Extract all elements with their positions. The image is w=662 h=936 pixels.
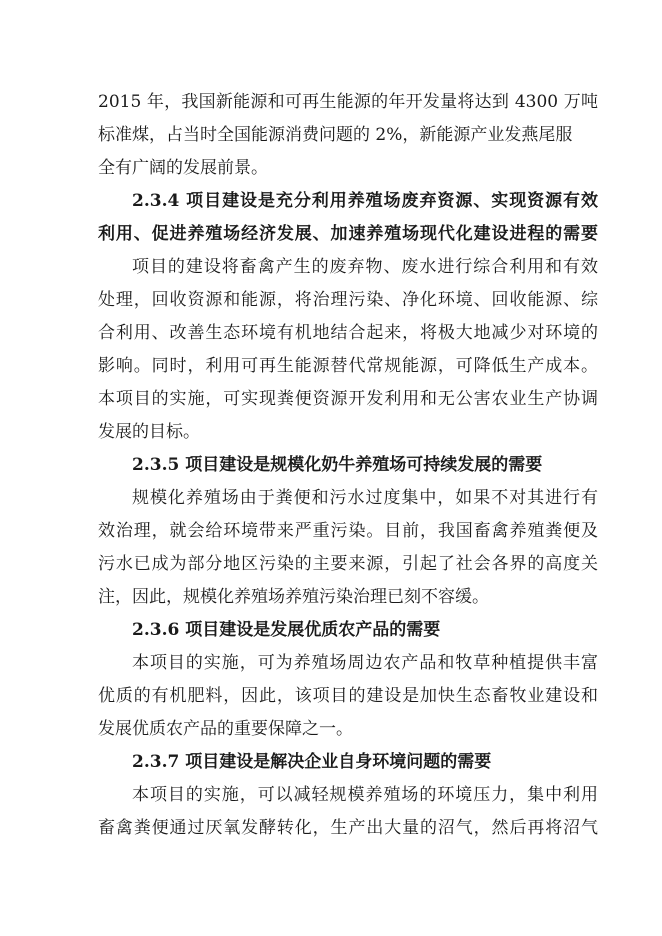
paragraph-line: 注，因此，规模化养殖场养殖污染治理已刻不容缓。 [98,587,489,607]
section-heading-line: 2.3.6 项目建设是发展优质农产品的需要 [132,620,441,640]
paragraph-line: 优质的有机肥料，因此，该项目的建设是加快生态畜牧业建设和 [98,686,598,706]
paragraph-line: 污水已成为部分地区污染的主要来源，引起了社会各界的高度关 [98,554,598,574]
paragraph-line: 合利用、改善生态环境有机地结合起来，将极大地减少对环境的 [98,323,598,343]
paragraph-line: 本项目的实施，可实现粪便资源开发利用和无公害农业生产协调 [98,389,598,409]
paragraph-line: 全有广阔的发展前景。 [98,158,268,178]
paragraph-line: 项目的建设将畜禽产生的废弃物、废水进行综合利用和有效 [132,257,598,277]
paragraph-line: 规模化养殖场由于粪便和污水过度集中，如果不对其进行有 [132,488,598,508]
section-heading-line: 2.3.5 项目建设是规模化奶牛养殖场可持续发展的需要 [132,455,543,475]
paragraph-line: 2015 年，我国新能源和可再生能源的年开发量将达到 4300 万吨 [98,92,598,112]
section-heading-line: 利用、促进养殖场经济发展、加速养殖场现代化建设进程的需要 [98,224,598,244]
paragraph-line: 处理，回收资源和能源，将治理污染、净化环境、回收能源、综 [98,290,598,310]
document-page [98,86,598,845]
paragraph-line: 畜禽粪便通过厌氧发酵转化，生产出大量的沼气，然后再将沼气 [98,818,598,838]
paragraph-line: 本项目的实施，可为养殖场周边农产品和牧草种植提供丰富 [132,653,598,673]
paragraph-line: 标准煤，占当时全国能源消费问题的 2%，新能源产业发燕尾服 [98,125,573,145]
section-heading-line: 2.3.7 项目建设是解决企业自身环境问题的需要 [132,752,492,772]
section-heading-line: 2.3.4 项目建设是充分利用养殖场废弃资源、实现资源有效 [132,191,598,211]
paragraph-line: 发展的目标。 [98,422,200,442]
paragraph-line: 发展优质农产品的重要保障之一。 [98,719,353,739]
paragraph-line: 本项目的实施，可以减轻规模养殖场的环境压力，集中利用 [132,785,598,805]
paragraph-line: 影响。同时，利用可再生能源替代常规能源，可降低生产成本。 [98,356,598,376]
paragraph-line: 效治理，就会给环境带来严重污染。目前，我国畜禽养殖粪便及 [98,521,598,541]
